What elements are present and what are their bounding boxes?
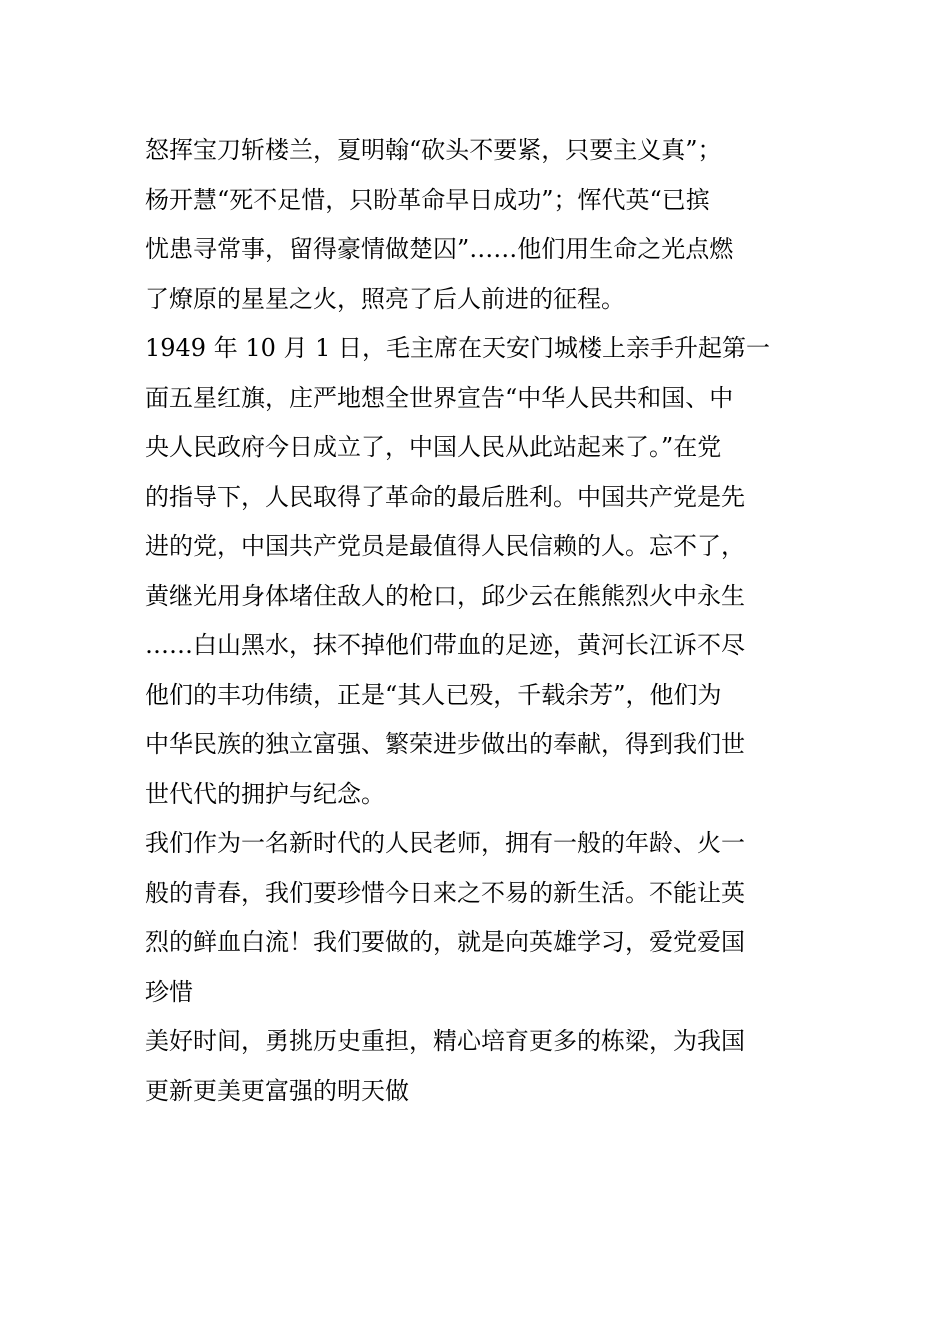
text-line: 进的党，中国共产党员是最值得人民信赖的人。忘不了， — [145, 532, 745, 560]
text-line: 面五星红旗，庄严地想全世界宣告“中华人民共和国、中 — [145, 383, 734, 412]
text-line: 央人民政府今日成立了，中国人民从此站起来了。”在党 — [145, 433, 722, 461]
text-line: 烈的鲜血白流！我们要做的，就是向英雄学习，爱党爱国 — [145, 928, 745, 956]
text-line: 了燎原的星星之火，照亮了后人前进的征程。 — [145, 284, 625, 313]
body-text — [145, 126, 810, 1116]
text-line: 更新更美更富强的明天做 — [145, 1076, 409, 1105]
text-line: 黄继光用身体堵住敌人的枪口，邱少云在熊熊烈火中永生 — [145, 581, 745, 610]
text-line: ……白山黑水，抹不掉他们带血的足迹，黄河长江诉不尽 — [145, 631, 745, 659]
text-line: 怒挥宝刀斩楼兰，夏明翰“砍头不要紧，只要主义真”； — [145, 136, 722, 164]
text-line: 的指导下，人民取得了革命的最后胜利。中国共产党是先 — [145, 482, 745, 511]
text-line: 他们的丰功伟绩，正是“其人已殁，千载余芳”，他们为 — [145, 680, 722, 709]
text-line: 杨开慧“死不足惜，只盼革命早日成功”；恽代英“已摈 — [145, 185, 710, 214]
text-line: 忧患寻常事，留得豪情做楚囚”……他们用生命之光点燃 — [145, 235, 734, 263]
text-line: 珍惜 — [145, 977, 193, 1006]
text-line: 我们作为一名新时代的人民老师，拥有一般的年龄、火一 — [145, 829, 745, 857]
text-line: 般的青春，我们要珍惜今日来之不易的新生活。不能让英 — [145, 878, 745, 907]
text-line: 中华民族的独立富强、繁荣进步做出的奉献，得到我们世 — [145, 730, 745, 758]
text-line: 1949 年 10 月 1 日，毛主席在天安门城楼上亲手升起第一 — [145, 334, 771, 362]
text-line: 世代代的拥护与纪念。 — [145, 779, 385, 808]
text-line: 美好时间，勇挑历史重担，精心培育更多的栋梁，为我国 — [145, 1027, 745, 1055]
